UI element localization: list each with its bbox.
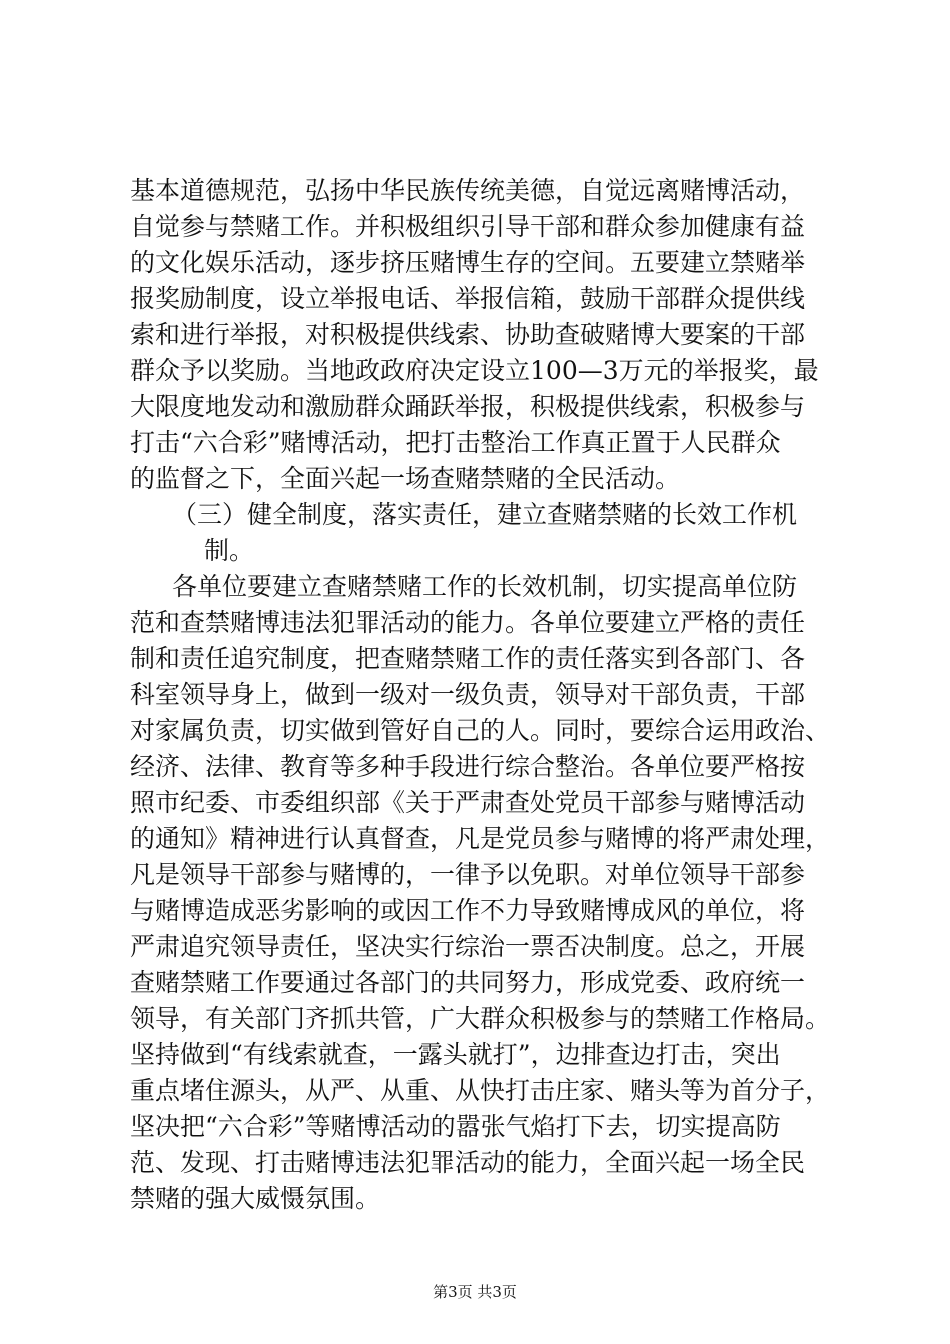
body-text-line: 禁赌的强大威慑氛围。 [130, 1184, 381, 1213]
body-text-line: 基本道德规范，弘扬中华民族传统美德，自觉远离赌博活动， [130, 176, 806, 205]
body-text-line: 群众予以奖励。当地政政府决定设立100—3万元的举报奖，最 [130, 356, 819, 385]
paragraph-first-line: 各单位要建立查赌禁赌工作的长效机制，切实提高单位防 [172, 572, 798, 601]
body-text-line: 制和责任追究制度，把查赌禁赌工作的责任落实到各部门、各 [130, 644, 806, 673]
body-text-line: 对家属负责，切实做到管好自己的人。同时，要综合运用政治、 [130, 716, 831, 745]
body-text-line: 大限度地发动和激励群众踊跃举报，积极提供线索，积极参与 [130, 392, 806, 421]
body-text-line: 范和查禁赌博违法犯罪活动的能力。各单位要建立严格的责任 [130, 608, 806, 637]
body-text-line: 严肃追究领导责任，坚决实行综治一票否决制度。总之，开展 [130, 932, 806, 961]
body-text-line: 的通知》精神进行认真督查，凡是党员参与赌博的将严肃处理， [130, 824, 831, 853]
body-text-line: 范、发现、打击赌博违法犯罪活动的能力，全面兴起一场全民 [130, 1148, 806, 1177]
body-text-line: 坚持做到“有线索就查，一露头就打”，边排查边打击，突出 [130, 1040, 781, 1069]
body-text-line: 自觉参与禁赌工作。并积极组织引导干部和群众参加健康有益 [130, 212, 806, 241]
body-text-line: 打击“六合彩”赌博活动，把打击整治工作真正置于人民群众 [130, 428, 781, 457]
body-text-line: 领导，有关部门齐抓共管，广大群众积极参与的禁赌工作格局。 [130, 1004, 831, 1033]
body-text-line: 经济、法律、教育等多种手段进行综合整治。各单位要严格按 [130, 752, 806, 781]
section-heading: （三）健全制度，落实责任，建立查赌禁赌的长效工作机 [172, 500, 798, 529]
body-text-line: 重点堵住源头，从严、从重、从快打击庄家、赌头等为首分子， [130, 1076, 831, 1105]
body-text-line: 科室领导身上，做到一级对一级负责，领导对干部负责，干部 [130, 680, 806, 709]
body-text-line: 的文化娱乐活动，逐步挤压赌博生存的空间。五要建立禁赌举 [130, 248, 806, 277]
page-number-footer: 第3页 共3页 [433, 1283, 517, 1301]
body-text-line: 的监督之下，全面兴起一场查赌禁赌的全民活动。 [130, 464, 681, 493]
body-text-line: 报奖励制度，设立举报电话、举报信箱，鼓励干部群众提供线 [130, 284, 806, 313]
body-text-line: 查赌禁赌工作要通过各部门的共同努力，形成党委、政府统一 [130, 968, 806, 997]
section-heading-continuation: 制。 [204, 536, 255, 565]
body-text-line: 索和进行举报，对积极提供线索、协助查破赌博大要案的干部 [130, 320, 806, 349]
body-text-line: 凡是领导干部参与赌博的，一律予以免职。对单位领导干部参 [130, 860, 806, 889]
body-text-line: 与赌博造成恶劣影响的或因工作不力导致赌博成风的单位，将 [130, 896, 806, 925]
body-text-line: 坚决把“六合彩”等赌博活动的嚣张气焰打下去，切实提高防 [130, 1112, 781, 1141]
body-text-line: 照市纪委、市委组织部《关于严肃查处党员干部参与赌博活动 [130, 788, 806, 817]
